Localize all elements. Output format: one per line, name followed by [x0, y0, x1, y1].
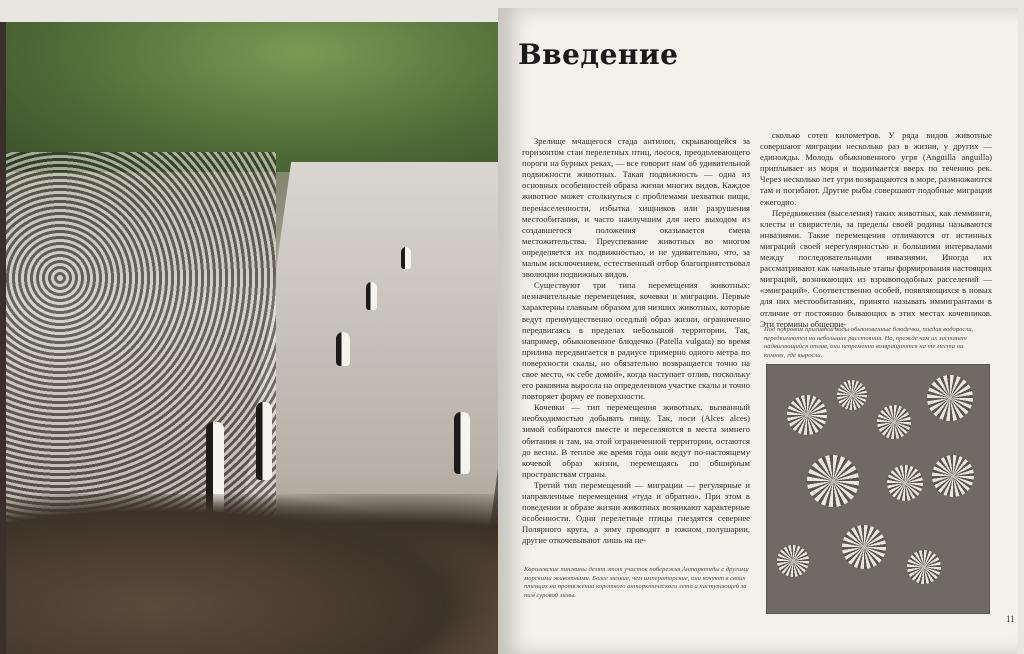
- grassy-hill: [6, 22, 498, 172]
- limpet-shell: [842, 525, 886, 569]
- penguin: [256, 402, 272, 480]
- limpet-shell: [807, 455, 859, 507]
- penguin: [401, 247, 411, 269]
- paragraph: Третий тип перемещений — миграции — регулярные и направленные перемещения «туда и обратно». При этом в поведении и образе жизни животных возникают характерные особенности. Одни перелетные птицы гнездятся севернее Полярного круга, а зиму проводят в южном полушарии, другие откочевывают лишь на не-: [522, 479, 750, 546]
- left-page-photo: [6, 22, 498, 654]
- elephant-seals: [6, 494, 498, 654]
- penguin: [336, 332, 350, 366]
- limpets-photo: [766, 364, 990, 614]
- right-page: [498, 8, 1018, 654]
- paragraph: Существуют три типа перемещения животных: незначительные перемещения, кочевки и миграции. Первые характерны главным образом для низших животных, которые ведут преимущественно оседлый образ жизни, ограниченно передвигаясь в пределах небольшой территории. Так, например, обыкновенное блюдечко (Patella vulgata) во время прилива передвигается в радиусе примерно одного метра по поверхности скалы, но обязательно возвращается точно на свое место, «к себе домой», когда наступает отлив, поскольку его раковина выросла на определенном участке скалы и точно повторяет форму ее поверхности.: [522, 280, 750, 402]
- paragraph: сколько сотен километров. У ряда видов животные совершают миграции несколько раз в жизни, у других — единожды. Молодь обыкновенного угря (Anguilla anguilla) приплывает из моря и поднимается вверх по течению рек. Через несколько лет угри возвращаются в море, размножаются там и погибают. Другие рыбы совершают подобные миграции ежегодно.: [760, 130, 992, 207]
- penguins-photo-caption: Королевские пингвины делят этот участок побережья Антарктиды с другими морскими животными. Более мелкие, чем императорские, они кочуют в своих птенцах на протяжении короткого антарктического лета и наступающей за ним суровой зимы.: [524, 566, 749, 599]
- penguin: [454, 412, 470, 474]
- limpets-photo-caption: Под покровом приливной воды обыкновенные блюдечки, поедая водоросли, передвигаются на небольшие расстояния. Но, прежде чем их застанет надвигающийся отлив, они непременно возвращаются на те места на камнях, где выросли.: [764, 326, 974, 359]
- limpet-shell: [927, 375, 973, 421]
- paragraph: Передвижения (выселения) таких животных, как лемминги, клесты и свиристели, за пределы своей родины называются инвазиями. Такие перемещения отличаются от истинных миграций своей нерегулярностью и большими интервалами между последовательными инвазиями. Иногда их рассматривают как начальные этапы формирования настоящих миграций, возникающих из взрывоподобных расселений — «эмиграций». Соответственно особей, появляющихся в новых для них местообитаниях, принято называть иммигрантами в отличие от постоянно бывающих в этих местах кочевников. Эти термины общепри-: [760, 207, 992, 329]
- paragraph: Кочевки — тип перемещения животных, вызванный необходимостью добывать пищу. Так, лоси (Alces alces) зимой собираются вместе и переселяются в места зимнего обитания и там, на этой ограниченной территории, остаются до весны. В теплое же время года они ведут по-настоящему кочевой образ жизни, перемещаясь по обширным пространствам страны.: [522, 402, 750, 479]
- page-title: Введение: [518, 38, 679, 71]
- limpet-shell: [787, 395, 827, 435]
- limpet-shell: [837, 380, 867, 410]
- limpet-shell: [877, 405, 911, 439]
- limpet-shell: [777, 545, 809, 577]
- text-column-right: [760, 130, 992, 330]
- page-number: 11: [1006, 614, 1015, 624]
- paragraph: Зрелище мчащегося стада антилоп, скрывающейся за горизонтом стаи перелетных птиц, лосося, преодолевающего пороги на бурных реках, — все говорит нам об удивительной подвижности животных. Такая подвижность — одна из основных особенностей образа жизни многих видов. Каждое животное может столкнуться с проблемами нехватки пищи, перенаселенности, избытка хищников или разрушения местообитания, и часто наилучшим для него выходом из создавшегося положения оказывается смена местожительства. Преуспевание животных во многом определяется их подвижностью, и не удивительно, что, за малым исключением, естественный отбор благоприятствовал эволюции подвижных видов.: [522, 136, 750, 280]
- penguin: [366, 282, 377, 310]
- limpet-shell: [932, 455, 974, 497]
- limpet-shell: [887, 465, 923, 501]
- text-column-left: [522, 136, 750, 546]
- limpet-shell: [907, 550, 941, 584]
